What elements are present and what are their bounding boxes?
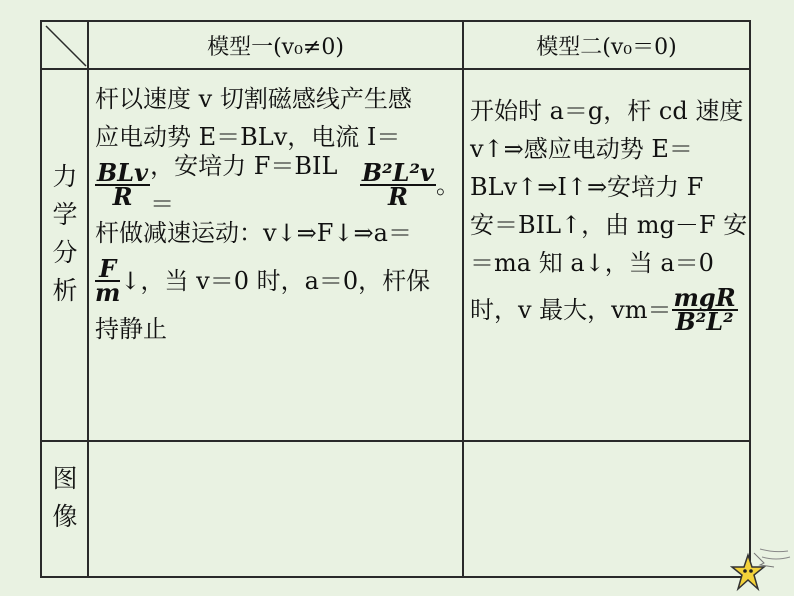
model2-analysis xyxy=(470,92,748,338)
fraction-numerator: mgR xyxy=(673,283,736,312)
model1-analysis xyxy=(95,80,460,348)
label-char: 力 xyxy=(52,162,78,191)
text-segment: ↓，当 v＝0 时，a＝0，杆保 xyxy=(120,267,431,295)
text-line: 杆做减速运动：v↓⇒F↓⇒a＝ xyxy=(95,219,412,247)
fraction-b2l2v-over-r xyxy=(360,158,436,211)
text-line-fraction xyxy=(95,252,460,310)
text-segment: ，安培力 F＝BIL＝ xyxy=(150,152,338,218)
header-model2: 模型二(v₀＝0) xyxy=(536,35,677,60)
star-sticker-icon xyxy=(730,545,792,593)
label-char: 析 xyxy=(52,276,78,305)
fraction-blv-over-r xyxy=(95,158,150,211)
header-model1: 模型一(v₀≠0) xyxy=(207,35,344,60)
label-char: 分 xyxy=(52,238,78,267)
fraction-numerator: B²L²v xyxy=(361,158,434,187)
fraction-denominator: m xyxy=(95,278,121,307)
text-line: 杆以速度 v 切割磁感线产生感 xyxy=(95,85,412,113)
header-corner-diagonal xyxy=(42,22,88,69)
text-line: 开始时 a＝g，杆 cd 速度 xyxy=(470,97,744,125)
fraction-f-over-m xyxy=(95,254,121,307)
model2-graph-cell xyxy=(464,442,749,576)
fraction-numerator: BLv xyxy=(97,158,149,187)
text-line: 持静止 xyxy=(95,315,167,343)
text-line: ＝ma 知 a↓，当 a＝0 xyxy=(470,249,714,277)
label-char: 学 xyxy=(52,200,78,229)
text-line: BLv↑⇒I↑⇒安培力 F xyxy=(470,173,704,201)
row-label-graph xyxy=(42,460,88,536)
text-segment: 时，v 最大，vm＝ xyxy=(470,296,672,324)
text-line: v↑⇒感应电动势 E＝ xyxy=(470,135,693,163)
label-char: 像 xyxy=(52,502,78,531)
text-segment: 。 xyxy=(436,171,460,199)
fraction-denominator: R xyxy=(112,182,133,211)
text-line-fraction xyxy=(470,282,748,338)
row-label-mechanics xyxy=(42,158,88,310)
fraction-denominator: B²L² xyxy=(675,307,734,336)
row-divider-1 xyxy=(42,68,749,70)
fraction-mgr-over-b2l2 xyxy=(672,283,738,336)
fraction-numerator: F xyxy=(95,258,120,282)
model1-graph-cell xyxy=(89,442,462,576)
text-line: 应电动势 E＝BLv，电流 I＝ xyxy=(95,123,401,151)
comparison-table xyxy=(40,20,751,578)
text-line-fraction xyxy=(95,152,460,218)
fraction-denominator: R xyxy=(387,182,408,211)
text-line: 安＝BIL↑，由 mg－F 安 xyxy=(470,211,748,239)
label-char: 图 xyxy=(52,464,78,493)
